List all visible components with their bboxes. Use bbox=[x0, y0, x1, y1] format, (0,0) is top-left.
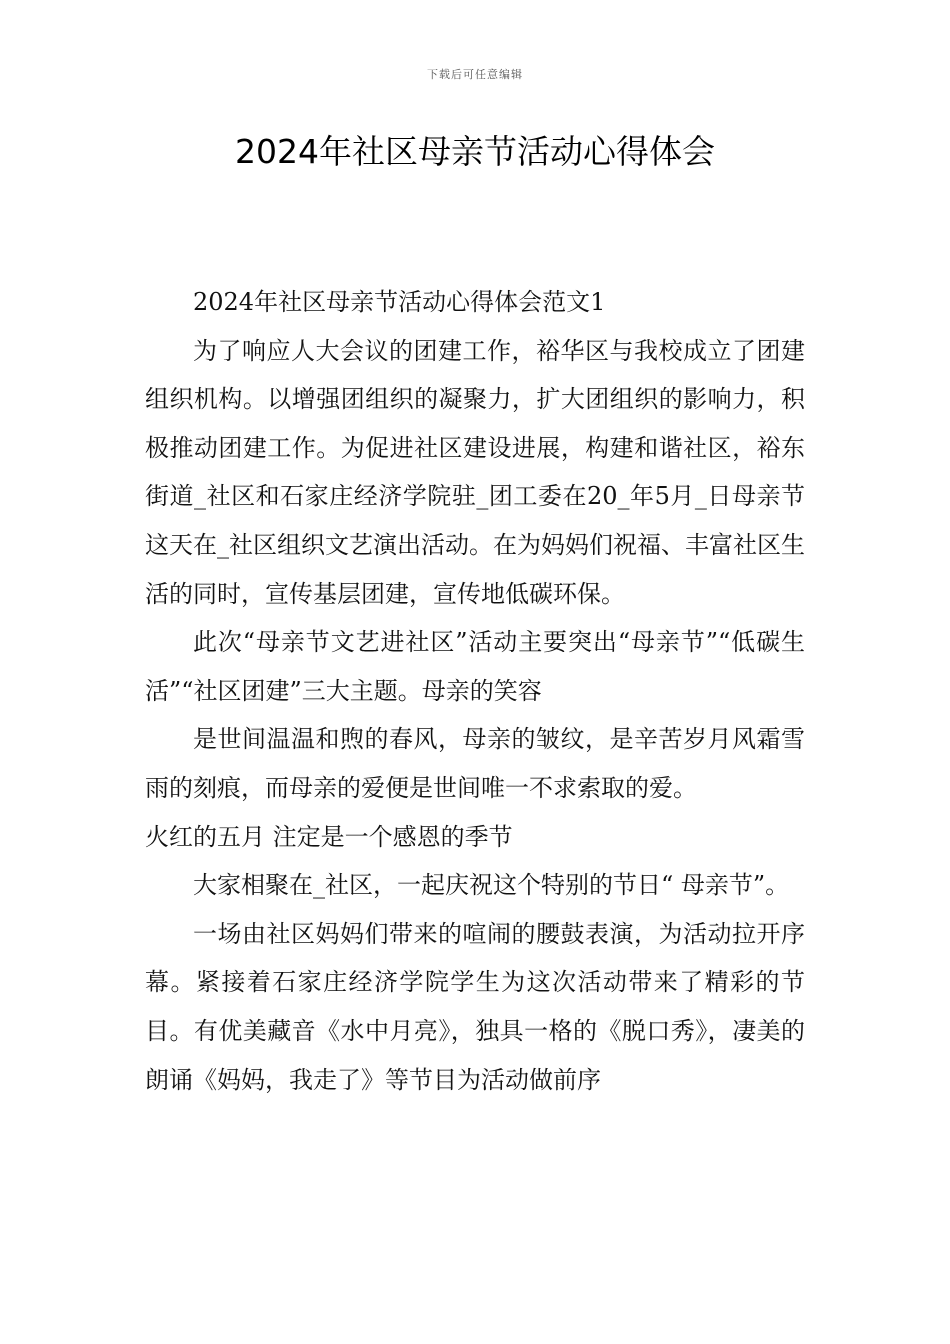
paragraph: 火红的五月 注定是一个感恩的季节 bbox=[145, 822, 513, 851]
paragraph: 为了响应人大会议的团建工作，裕华区与我校成立了团建组织机构。以增强团组织的凝聚力，扩大团组织的影响力，积极推动团建工作。为促进社区建设进展，构建和谐社区，裕东街道_社区和石家庄经济学院驻_团工委在20_年5月_日母亲节这天在_社区组织文艺演出活动。在为妈妈们祝福、丰富社区生活的同时，宣传基层团建，宣传地低碳环保。 bbox=[145, 336, 805, 608]
paragraph: 此次“母亲节文艺进社区”活动主要突出“母亲节”“低碳生活”“社区团建”三大主题。母亲的笑容 bbox=[145, 628, 805, 705]
page-title: 2024年社区母亲节活动心得体会 bbox=[235, 132, 715, 171]
paragraph: 大家相聚在_社区，一起庆祝这个特别的节日“ 母亲节”。 bbox=[193, 871, 790, 900]
document-body bbox=[145, 278, 805, 1104]
paragraph-subtitle: 2024年社区母亲节活动心得体会范文1 bbox=[193, 288, 606, 316]
header-note: 下载后可任意编辑 bbox=[427, 68, 523, 81]
paragraph: 一场由社区妈妈们带来的喧闹的腰鼓表演，为活动拉开序幕。紧接着石家庄经济学院学生为这次活动带来了精彩的节目。有优美藏音《水中月亮》，独具一格的《脱口秀》，凄美的朗诵《妈妈，我走了》等节目为活动做前序 bbox=[145, 919, 805, 1094]
paragraph: 是世间温温和煦的春风，母亲的皱纹，是辛苦岁月风霜雪雨的刻痕，而母亲的爱便是世间唯一不求索取的爱。 bbox=[145, 725, 805, 802]
